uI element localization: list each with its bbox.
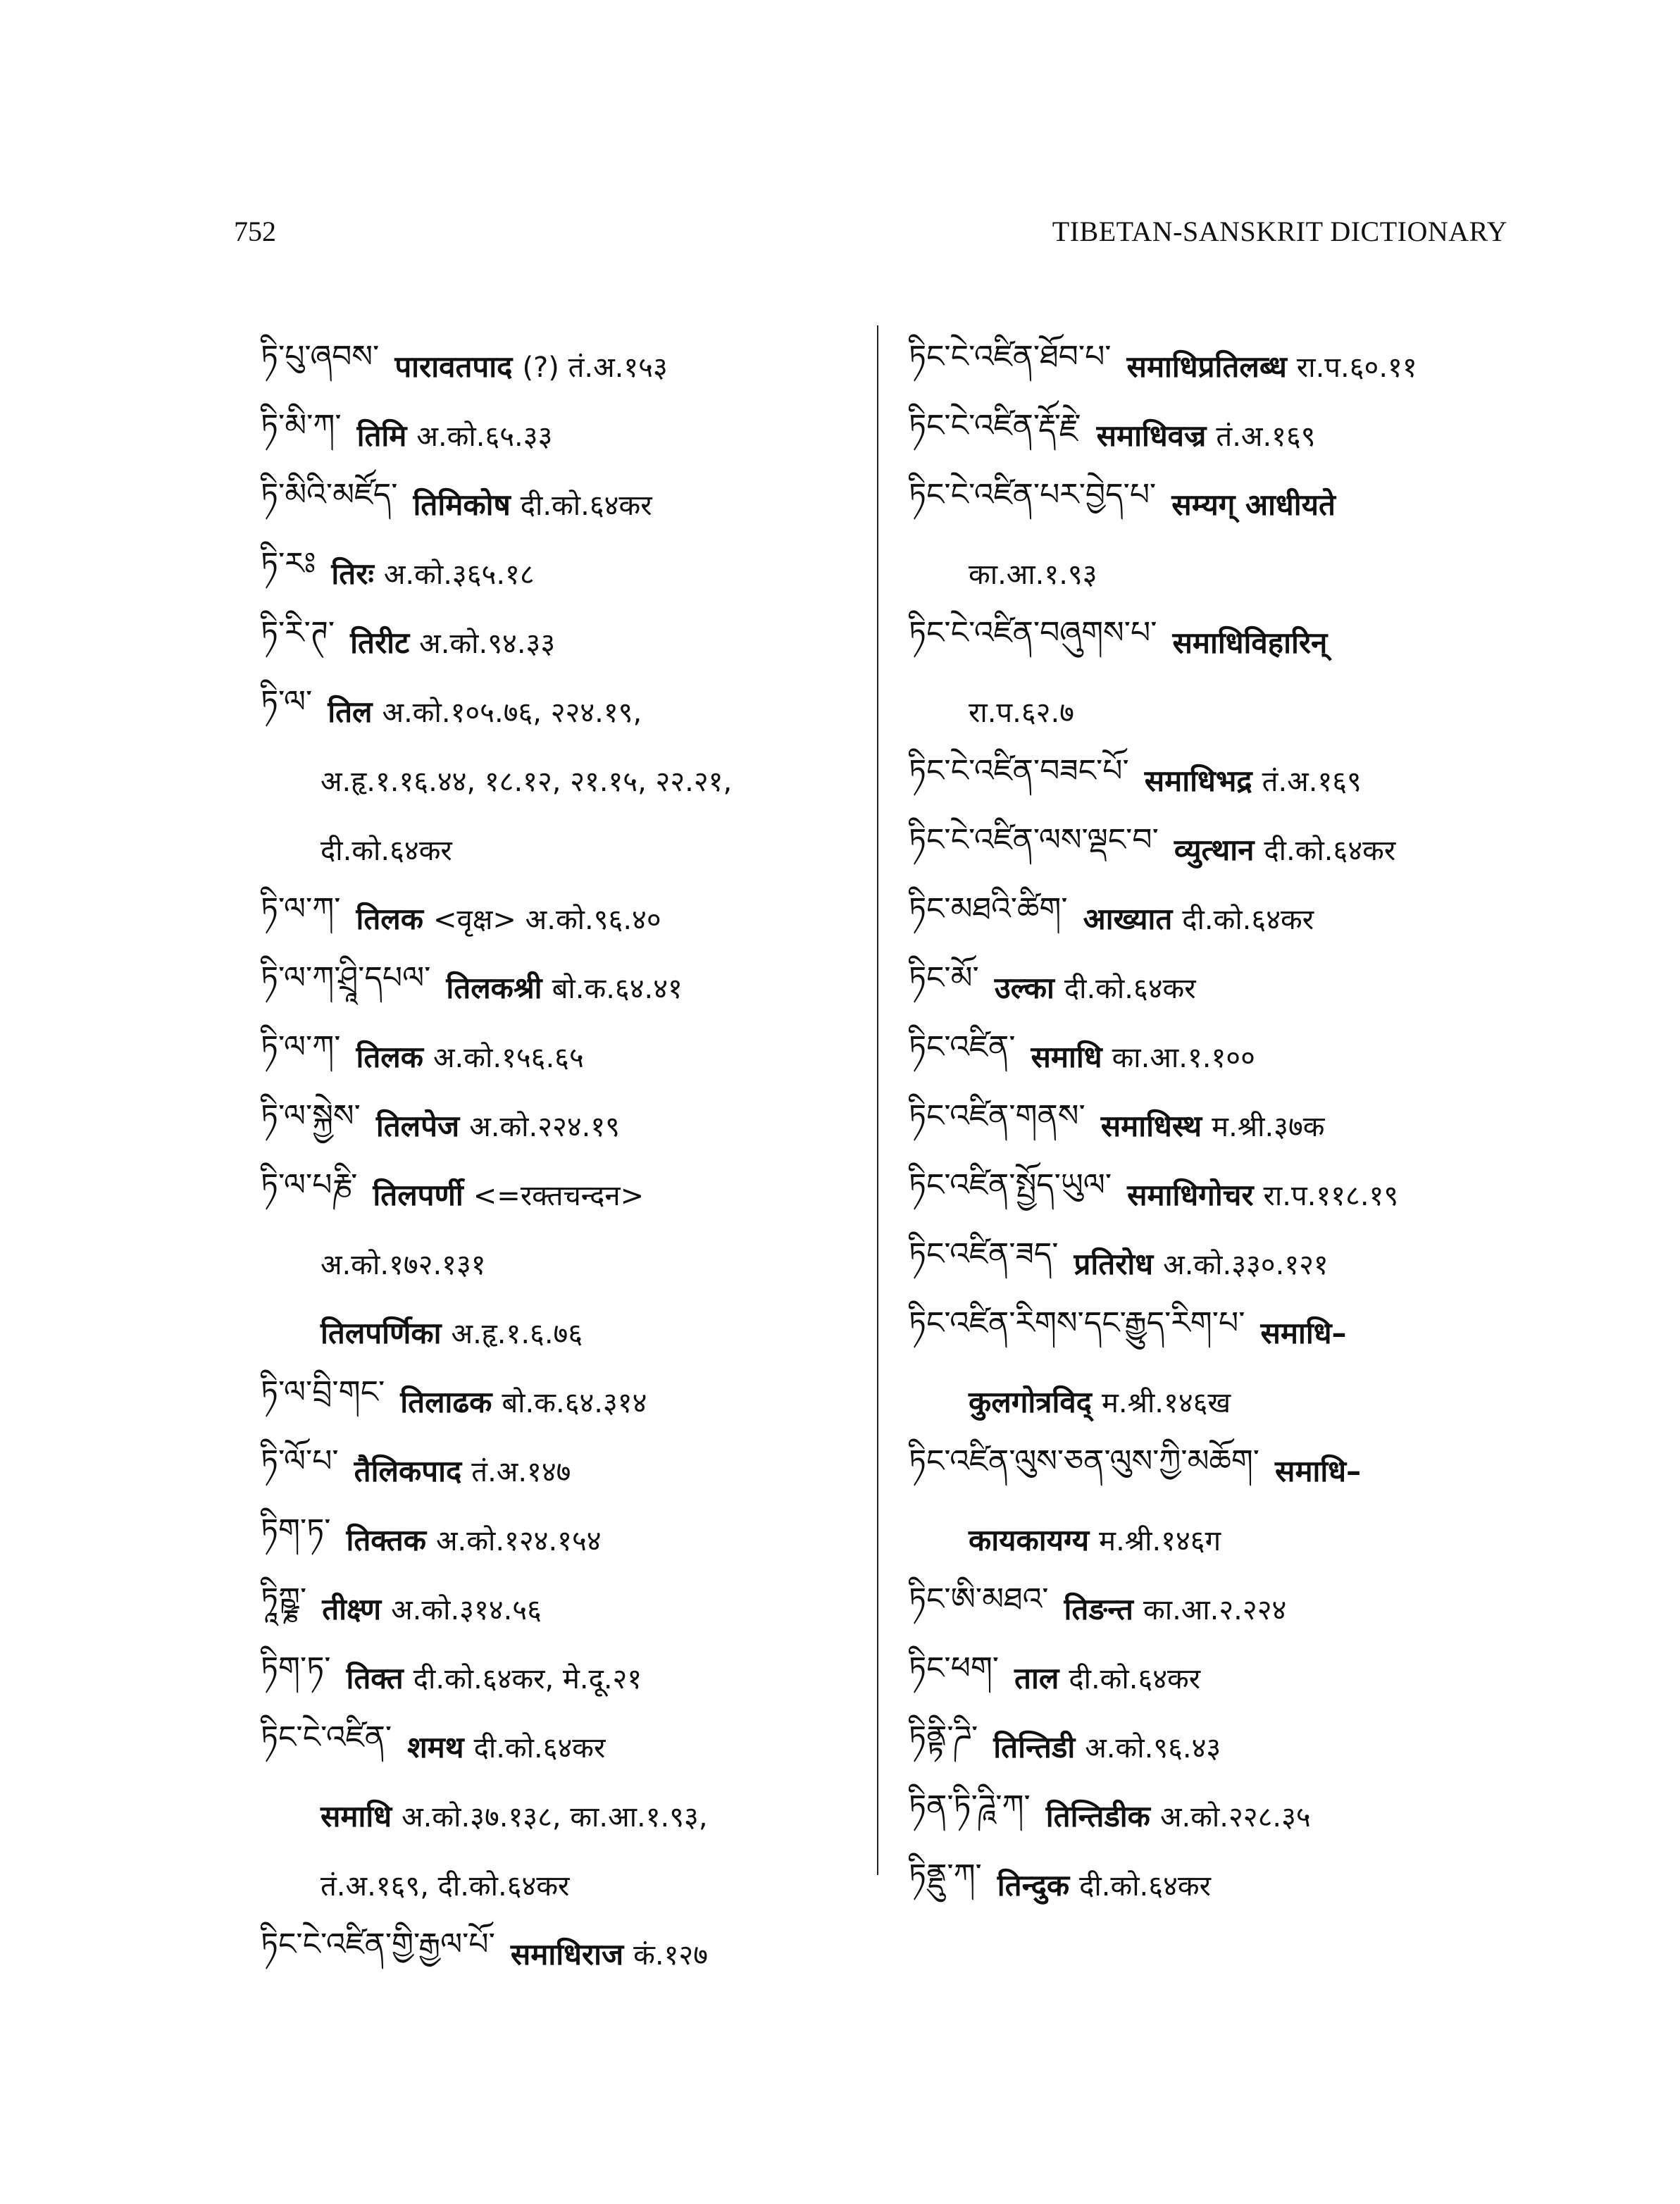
sanskrit-equivalent: तिलकश्री xyxy=(446,970,542,1005)
tibetan-headword: ཏི་མིའི་མཛོད་ xyxy=(261,477,398,513)
source-reference: तं.अ.१६९ xyxy=(1216,420,1316,453)
tibetan-headword: ཏི་ལ་བྲི་གང་ xyxy=(261,1374,385,1410)
source-reference: बो.क.६४.४१ xyxy=(552,972,683,1005)
source-reference: अ.को.९४.३३ xyxy=(419,627,556,660)
dictionary-entry xyxy=(909,1712,1529,1781)
sanskrit-equivalent: तिल xyxy=(328,694,373,729)
dictionary-entry xyxy=(909,745,1529,814)
dictionary-entry xyxy=(261,1090,866,1159)
sanskrit-equivalent: तिलपर्णी xyxy=(373,1177,463,1212)
tibetan-headword: ཏིང་ཕག་ xyxy=(909,1650,1000,1686)
sanskrit-equivalent: समाधिविहारिन् xyxy=(1172,625,1328,660)
tibetan-headword: ཏི་མི་ཀ་ xyxy=(261,408,342,444)
dictionary-entry xyxy=(261,538,866,607)
dictionary-entry xyxy=(909,607,1529,676)
sanskrit-equivalent: कुलगोत्रविद् xyxy=(969,1384,1092,1419)
sanskrit-equivalent: तिङन्त xyxy=(1064,1591,1133,1626)
tibetan-headword: ཏིང་ངེ་འཛིན་བཟང་པོ་ xyxy=(909,753,1129,789)
dictionary-entry xyxy=(261,400,866,469)
dictionary-entry xyxy=(261,1712,866,1781)
source-reference: दी.को.६४कर xyxy=(473,1731,606,1764)
tibetan-headword: ཏིང་འཛིན་ཟད་ xyxy=(909,1236,1059,1272)
source-reference: रा.प.११८.१९ xyxy=(1263,1179,1399,1212)
dictionary-entry xyxy=(261,883,866,952)
tibetan-headword: ཏིང་ངེ་འཛིན་གྱི་རྒྱལ་པོ་ xyxy=(261,1926,495,1962)
dictionary-entry xyxy=(909,538,1529,607)
tibetan-headword: ཏིང་ངེ་འཛིན་པར་བྱེད་པ་ xyxy=(909,477,1157,513)
dictionary-entry xyxy=(261,331,866,400)
source-reference: <वृक्ष> अ.को.९६.४० xyxy=(433,903,661,936)
tibetan-headword: ཏིང་ངེ་འཛིན་ཐོབ་པ་ xyxy=(909,339,1112,375)
sanskrit-equivalent: समाधि xyxy=(1031,1039,1102,1074)
tibetan-headword: ཏི་ལོ་པ་ xyxy=(261,1443,339,1479)
dictionary-entry xyxy=(261,1159,866,1228)
dictionary-entry xyxy=(909,814,1529,883)
dictionary-entry xyxy=(261,1850,866,1919)
dictionary-entry xyxy=(261,1297,866,1366)
tibetan-headword: ཏིང་མོ་ xyxy=(909,960,979,996)
dictionary-entry xyxy=(909,469,1529,538)
source-reference: अ.हृ.१.६.७६ xyxy=(451,1317,583,1350)
dictionary-entry xyxy=(909,1574,1529,1643)
dictionary-entry xyxy=(909,1436,1529,1505)
sanskrit-equivalent: समाधिस्थ xyxy=(1100,1108,1202,1143)
source-reference: दी.को.६४कर, मे.दू.२१ xyxy=(413,1662,642,1695)
sanskrit-equivalent: कायकायग्य xyxy=(969,1522,1090,1557)
dictionary-entry xyxy=(909,1505,1529,1574)
source-reference: अ.को.६५.३३ xyxy=(416,420,553,453)
tibetan-headword: ཏིང་ངེ་འཛིན་ལས་ལྡང་བ་ xyxy=(909,822,1159,858)
source-reference: अ.को.१०५.७६, २२४.१९, xyxy=(382,696,642,729)
tibetan-headword: ཏིག་ཏ་ xyxy=(261,1650,331,1686)
source-reference: का.आ.२.२२४ xyxy=(1143,1593,1287,1626)
dictionary-entry xyxy=(261,1436,866,1505)
source-reference: दी.को.६४कर xyxy=(1182,903,1314,936)
source-reference: दी.को.६४कर xyxy=(1264,834,1396,867)
source-reference: तं.अ.१४७ xyxy=(471,1455,571,1488)
source-reference: दी.को.६४कर xyxy=(1064,972,1196,1005)
sanskrit-equivalent: तिरीट xyxy=(350,625,410,660)
source-reference: म.श्री.३७क xyxy=(1212,1110,1325,1143)
sanskrit-equivalent: तिरः xyxy=(331,556,374,591)
tibetan-headword: ཏིནྟི་ཌི་ xyxy=(909,1719,978,1755)
sanskrit-equivalent: तैलिकपाद xyxy=(354,1453,462,1488)
tibetan-headword: ཏི་ལ་སྐྱེས་ xyxy=(261,1098,361,1134)
sanskrit-equivalent: समाधिभद्र xyxy=(1144,763,1252,798)
sanskrit-equivalent: तीक्ष्ण xyxy=(322,1591,382,1626)
dictionary-entry xyxy=(261,676,866,745)
sanskrit-equivalent: समाधि xyxy=(321,1798,392,1833)
dictionary-entry xyxy=(909,676,1529,745)
sanskrit-equivalent: समाधिगोचर xyxy=(1127,1177,1254,1212)
sanskrit-equivalent: आख्यात xyxy=(1083,901,1173,936)
tibetan-headword: ཏི་ལ་པརྞི་ xyxy=(261,1167,358,1203)
source-reference: अ.को.३१४.५६ xyxy=(391,1593,542,1626)
source-reference: दी.को.६४कर xyxy=(1079,1869,1211,1903)
source-reference: कं.१२७ xyxy=(633,1938,708,1972)
dictionary-entry xyxy=(261,1574,866,1643)
source-reference: अ.को.३६५.१८ xyxy=(383,558,535,591)
page-number: 752 xyxy=(234,216,276,247)
tibetan-headword: ཏི་རི་ཊ་ xyxy=(261,615,335,651)
source-reference: अ.को.२२४.१९ xyxy=(469,1110,620,1143)
sanskrit-equivalent: समाधि– xyxy=(1275,1453,1362,1488)
dictionary-entry xyxy=(261,814,866,883)
dictionary-entry xyxy=(909,1159,1529,1228)
sanskrit-equivalent: तिलक xyxy=(356,901,423,936)
sanskrit-equivalent: तिमि xyxy=(356,418,407,453)
left-column xyxy=(261,331,866,1988)
sanskrit-equivalent: तिमिकोष xyxy=(413,487,511,522)
dictionary-entry xyxy=(261,1366,866,1436)
dictionary-entry xyxy=(261,952,866,1021)
dictionary-entry xyxy=(261,745,866,814)
sanskrit-equivalent: तिन्दुक xyxy=(997,1867,1070,1903)
dictionary-entry xyxy=(909,1021,1529,1090)
dictionary-entry xyxy=(261,1021,866,1090)
sanskrit-equivalent: समाधिप्रतिलब्ध xyxy=(1126,349,1287,384)
sanskrit-equivalent: उल्का xyxy=(994,970,1054,1005)
tibetan-headword: ཏི་ལ་ཀ་ xyxy=(261,891,341,927)
tibetan-headword: ཏིང་མཐའི་ཚིག་ xyxy=(909,891,1068,927)
sanskrit-equivalent: तिलक xyxy=(356,1039,423,1074)
sanskrit-equivalent: तिक्त xyxy=(346,1660,404,1695)
dictionary-entry xyxy=(261,1919,866,1988)
source-reference: म.श्री.१४६ख xyxy=(1101,1386,1231,1419)
source-reference: अ.को.३७.१३८, का.आ.१.९३, xyxy=(402,1800,708,1833)
source-reference: रा.प.६२.७ xyxy=(969,696,1074,729)
source-reference: बो.क.६४.३१४ xyxy=(502,1386,647,1419)
dictionary-entry xyxy=(261,469,866,538)
source-reference: अ.को.१५६.६५ xyxy=(433,1041,584,1074)
dictionary-entry xyxy=(909,1781,1529,1850)
tibetan-headword: ཏིག་ཏ་ xyxy=(261,1512,331,1548)
right-column xyxy=(909,331,1529,1919)
tibetan-headword: ཏིནྡུ་ཀ་ xyxy=(909,1857,982,1893)
sanskrit-equivalent: तिलपर्णिका xyxy=(321,1315,442,1350)
tibetan-headword: ཏིང་ངེ་འཛིན་བཞུགས་པ་ xyxy=(909,615,1157,651)
source-reference: म.श्री.१४६ग xyxy=(1099,1524,1221,1557)
source-reference: दी.को.६४कर xyxy=(1069,1662,1201,1695)
sanskrit-equivalent: समाधिवज्र xyxy=(1096,418,1207,453)
tibetan-headword: ཏིང་འཛིན་སྤྱོད་ཡུལ་ xyxy=(909,1167,1112,1203)
tibetan-headword: ཏིང་འཛིན་ལུས་ཅན་ལུས་ཀྱི་མཆོག་ xyxy=(909,1443,1260,1479)
sanskrit-equivalent: प्रतिरोध xyxy=(1074,1246,1154,1281)
source-reference: का.आ.१.९३ xyxy=(969,558,1097,591)
tibetan-headword: ཏིང་འཛིན་རིགས་དང་རྒྱུད་རིག་པ་ xyxy=(909,1305,1245,1341)
source-reference: अ.हृ.१.१६.४४, १८.१२, २१.१५, २२.२१, xyxy=(321,765,733,798)
tibetan-headword: ཏཱིཀྵྞ་ xyxy=(261,1581,307,1617)
sanskrit-equivalent: तिन्तिडी xyxy=(993,1729,1076,1764)
source-reference: तं.अ.१६९ xyxy=(1262,765,1362,798)
tibetan-headword: ཏིང་འཛིན་གནས་ xyxy=(909,1098,1085,1134)
tibetan-headword: ཏི་ལ་ཀ་ xyxy=(261,1029,341,1065)
sanskrit-equivalent: तिन्तिडीक xyxy=(1045,1798,1150,1833)
dictionary-entry xyxy=(909,1850,1529,1919)
tibetan-headword: ཏིན་ཏི་ཌཱི་ཀ་ xyxy=(909,1788,1031,1824)
tibetan-headword: ཏིང་ངེ་འཛིན་ xyxy=(261,1719,392,1755)
sanskrit-equivalent: सम्यग् आधीयते xyxy=(1171,487,1336,522)
source-reference: रा.प.६०.११ xyxy=(1296,351,1417,384)
sanskrit-equivalent: व्युत्थान xyxy=(1174,832,1255,867)
tibetan-headword: ཏི་ལ་ xyxy=(261,684,313,720)
dictionary-entry xyxy=(909,952,1529,1021)
sanskrit-equivalent: तिक्तक xyxy=(346,1522,426,1557)
tibetan-headword: ཏི་རཿ xyxy=(261,546,316,582)
sanskrit-equivalent: तिलपेज xyxy=(375,1108,460,1143)
source-reference: का.आ.१.१०० xyxy=(1112,1041,1255,1074)
dictionary-entry xyxy=(261,1228,866,1297)
dictionary-entry xyxy=(261,1781,866,1850)
source-reference: (?) तं.अ.१५३ xyxy=(522,351,668,384)
sanskrit-equivalent: शमथ xyxy=(407,1729,464,1764)
sanskrit-equivalent: समाधिराज xyxy=(510,1936,624,1972)
source-reference: अ.को.१२४.१५४ xyxy=(435,1524,602,1557)
column-divider xyxy=(877,325,878,1875)
tibetan-headword: ཏིང་འཛིན་ xyxy=(909,1029,1016,1065)
sanskrit-equivalent: समाधि– xyxy=(1260,1315,1347,1350)
dictionary-entry xyxy=(261,1643,866,1712)
sanskrit-equivalent: ताल xyxy=(1014,1660,1059,1695)
dictionary-entry xyxy=(909,400,1529,469)
sanskrit-equivalent: तिलाढक xyxy=(400,1384,492,1419)
source-reference: अ.को.२२८.३५ xyxy=(1159,1800,1311,1833)
running-head-title: TIBETAN-SANSKRIT DICTIONARY xyxy=(1052,216,1507,247)
dictionary-entry xyxy=(909,1643,1529,1712)
dictionary-entry xyxy=(261,607,866,676)
dictionary-entry xyxy=(909,1228,1529,1297)
source-reference: तं.अ.१६९, दी.को.६४कर xyxy=(321,1869,570,1903)
dictionary-entry xyxy=(909,331,1529,400)
source-reference: <=रक्तचन्दन> xyxy=(473,1179,645,1212)
source-reference: अ.को.९६.४३ xyxy=(1085,1731,1221,1764)
source-reference: अ.को.३३०.१२१ xyxy=(1163,1248,1329,1281)
dictionary-entry xyxy=(909,1366,1529,1436)
tibetan-headword: ཏི་ལ་ཀ་ཤྲཱི་དཔལ་ xyxy=(261,960,431,996)
tibetan-headword: ཏི་པུ་ཞབས་ xyxy=(261,339,380,375)
sanskrit-equivalent: पारावतपाद xyxy=(394,349,513,384)
source-reference: दी.को.६४कर xyxy=(520,489,652,522)
dictionary-entry xyxy=(909,1090,1529,1159)
tibetan-headword: ཏིང་ངེ་འཛིན་རྡོ་རྗེ་ xyxy=(909,408,1081,444)
source-reference: दी.को.६४कर xyxy=(321,834,452,867)
dictionary-entry xyxy=(909,883,1529,952)
dictionary-entry xyxy=(909,1297,1529,1366)
dictionary-entry xyxy=(261,1505,866,1574)
source-reference: अ.को.१७२.१३१ xyxy=(321,1248,486,1281)
tibetan-headword: ཏིང་ཨི་མཐའ་ xyxy=(909,1581,1049,1617)
